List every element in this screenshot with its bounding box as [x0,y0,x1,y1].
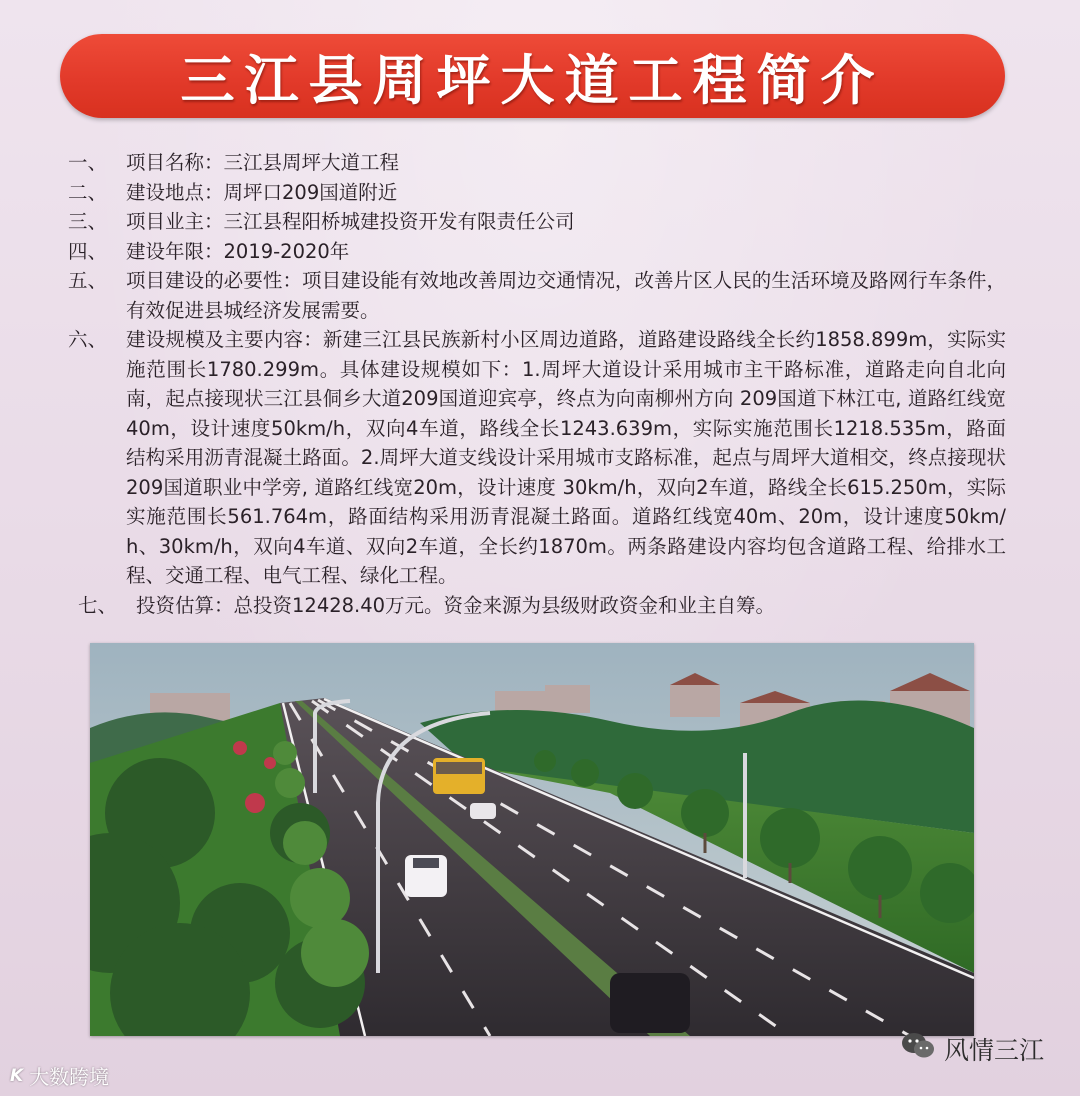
info-item-owner [68,207,1018,237]
road-rendering-image [90,643,974,1036]
wechat-icon [900,1031,936,1067]
info-item-necessity [68,266,1018,325]
item-value: 三江县程阳桥城建投资开发有限责任公司 [223,210,575,233]
item-body [126,266,1006,325]
item-number: 一、 [68,151,108,174]
info-item-period [68,237,1018,267]
watermark-left [10,1061,109,1090]
car [610,973,690,1033]
page-title: 三江县周坪大道工程简介 [180,48,885,112]
item-label: 建设规模及主要内容： [126,328,323,351]
watermark-right-text: 风情三江 [943,1036,1044,1065]
project-info [68,148,1018,620]
item-value: 项目建设能有效地改善周边交通情况，改善片区人民的生活环境及路网行车条件，有效促进县城经济发展需要。 [126,269,1006,322]
item-value: 2019-2020年 [223,239,350,263]
road-rendering-svg [90,643,974,1036]
item-number: 五、 [68,269,108,292]
brand-logo-icon: K [10,1065,24,1086]
info-item-location [68,178,1018,208]
item-number: 三、 [68,210,108,233]
info-item-scale [68,325,1018,591]
item-label: 建设地点： [126,180,224,204]
watermark-left-text: 大数跨境 [29,1065,110,1089]
item-number: 二、 [68,180,108,204]
item-label: 项目名称： [126,151,224,174]
info-item-investment [68,591,1018,621]
item-number: 七、 [78,593,118,617]
item-label: 建设年限： [126,239,224,263]
item-label: 投资估算： [136,593,234,617]
car-window [413,858,439,868]
item-value: 新建三江县民族新村小区周边道路，道路建设路线全长约1858.899m，实际实施范围长1780.299m。具体建设规模如下：1.周坪大道设计采用城市主干路标准，道路走向自北向南，起点接现状三江县侗乡大道209国道迎宾亭，终点为向南柳州方向 209国道下林江屯, 道路红线宽40m，设计速度50km/h，双向4车道，路线全长1243.639m，实际实施范围长1218.535m，路面结构采用沥青混凝土路面。2.周坪大道支线设计采用城市支路标准，起点与周坪大道相交，终点接现状209国道职业中学旁, 道路红线宽20m，设计速度 30km/h，双向2车道，路线全长615.250m，实际实施范围长561.764m，路面结构采用沥青混凝土路面。道路红线宽40m、20m，设计速度50km/h、30km/h，双向4车道、双向2车道，全长约1870m。两条路建设内容均包含道路工程、给排水工程、交通工程、电气工程、绿化工程。 [126,328,1006,587]
item-label: 项目建设的必要性： [126,269,303,292]
item-number: 四、 [68,239,108,263]
bus [433,758,485,794]
car [470,803,496,819]
item-label: 项目业主： [126,210,224,233]
info-item-name [68,148,1018,178]
item-body [126,325,1006,591]
watermark-right [900,1031,1044,1067]
item-value: 总投资12428.40万元。资金来源为县级财政资金和业主自筹。 [233,593,776,617]
item-number: 六、 [68,328,108,351]
title-banner [60,34,1005,118]
item-value: 三江县周坪大道工程 [223,151,400,174]
item-value: 周坪口209国道附近 [223,180,398,204]
